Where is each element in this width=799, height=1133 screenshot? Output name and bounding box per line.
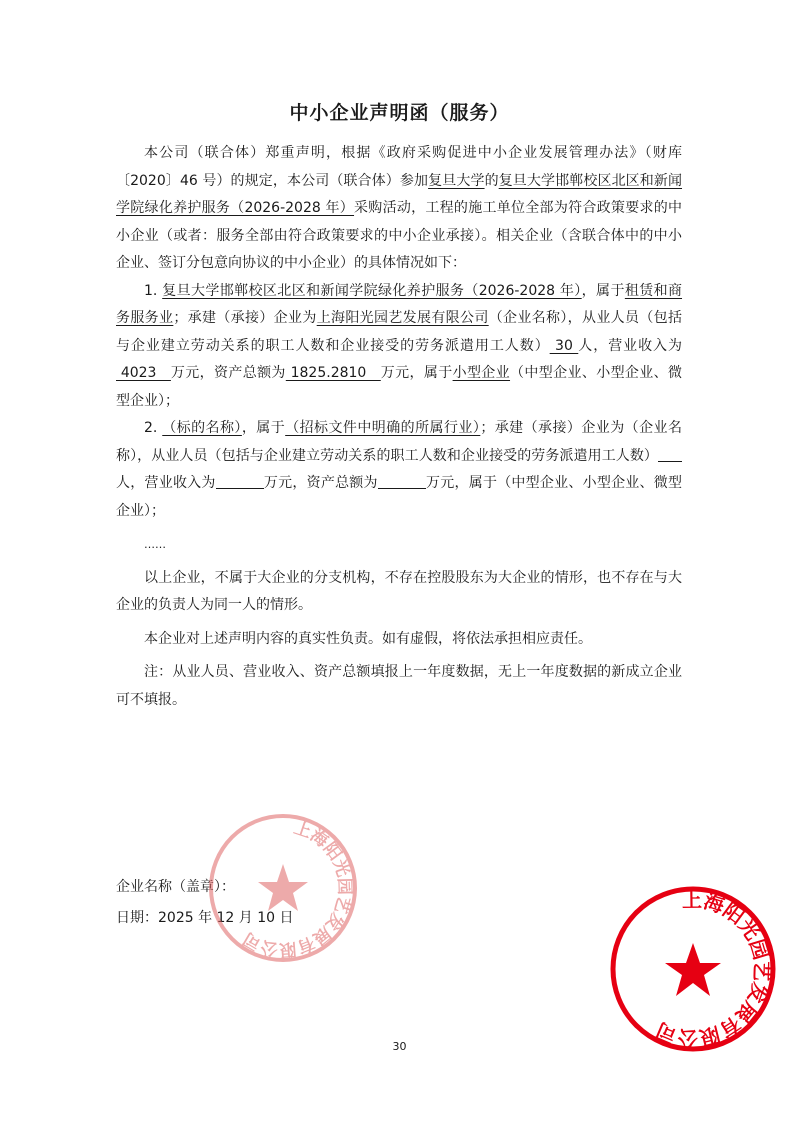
responsibility-paragraph: 本企业对上述声明内容的真实性负责。如有虚假，将依法承担相应责任。 [144, 630, 592, 647]
item-1-employees: 30 [549, 337, 579, 354]
company-stamp-label: 企业名称（盖章）： [116, 879, 235, 895]
item-1-industry: 租赁和商务服务业 [116, 282, 683, 326]
page-number: 30 [392, 1040, 407, 1053]
purchaser-name: 复旦大学 [428, 172, 485, 189]
item-2: 2. （标的名称），属于（招标文件中明确的所属行业）；承建（承接）企业为（企业名称），从业人员（包括与企业建立劳动关系的职工人数和企业接受的劳务派遣用工人数）人，营业收入为 万元，资产总额为 万元，属于（中型企业、小型企业、微型企业）； [116, 420, 683, 519]
date-value: 2025 年 12 月 10 日 [158, 910, 294, 926]
item-1-revenue: 4023 [116, 365, 171, 381]
company-seal-faded [203, 808, 363, 968]
star-icon [665, 943, 721, 996]
item-1-company: 上海阳光园艺发展有限公司 [316, 310, 489, 326]
date-label: 日期： [116, 910, 158, 926]
item-1-project: 复旦大学邯郸校区北区和新闻学院绿化养护服务（2026-2028 年） [162, 282, 582, 299]
item-2-industry: （招标文件中明确的所属行业） [285, 420, 481, 436]
project-name: 复旦大学邯郸校区北区和新闻学院绿化养护服务（2026-2028 年） [116, 172, 683, 216]
svg-text:上海阳光园艺发展有限公司 [238, 811, 363, 968]
item-1-assets: 1825.2810 [285, 365, 381, 381]
item-1: 1. 复旦大学邯郸校区北区和新闻学院绿化养护服务（2026-2028 年），属于租赁和商务服务业；承建（承接）企业为上海阳光园艺发展有限公司（企业名称），从业人员（包括与企业建立劳动关系的职工人数和企业接受的劳务派遣用工人数） 30 人，营业收入为 4023 万元，资产总额为 1825.2810 万元，属于小型企业（中型企业、小型企业、微型企业）； [116, 282, 683, 409]
document-title: 中小企业声明函（服务） [289, 102, 510, 124]
item-2-name: （标的名称） [162, 420, 242, 436]
blank-employees [658, 445, 682, 462]
seal-text: 上海阳光园艺发展有限公司 [652, 887, 775, 1051]
star-icon [258, 864, 308, 911]
ellipsis: …… [144, 538, 166, 551]
blank-assets [378, 472, 426, 489]
company-seal [603, 879, 783, 1059]
note-paragraph: 注：从业人员、营业收入、资产总额填报上一年度数据，无上一年度数据的新成立企业可不填报。 [116, 664, 682, 708]
seal-faded-text: 上海阳光园艺发展有限公司 [239, 818, 355, 960]
declaration-body [116, 140, 682, 714]
blank-revenue [216, 472, 264, 489]
item-1-size: 小型企业 [452, 365, 511, 381]
intro-paragraph: 本公司（联合体）郑重声明，根据《政府采购促进中小企业发展管理办法》（财库〔2020〕46 号）的规定，本公司（联合体）参加复旦大学的复旦大学邯郸校区北区和新闻学院绿化养护服务（2026-2028 年）采购活动，工程的施工单位全部为符合政策要求的中小企业（或者：服务全部由符合政策要求的中小企业承接）。相关企业（含联合体中的中小企业、签订分包意向协议的中小企业）的具体情况如下： [116, 145, 683, 271]
non-large-enterprise-paragraph: 以上企业，不属于大企业的分支机构，不存在控股股东为大企业的情形，也不存在与大企业的负责人为同一人的情形。 [116, 569, 682, 613]
